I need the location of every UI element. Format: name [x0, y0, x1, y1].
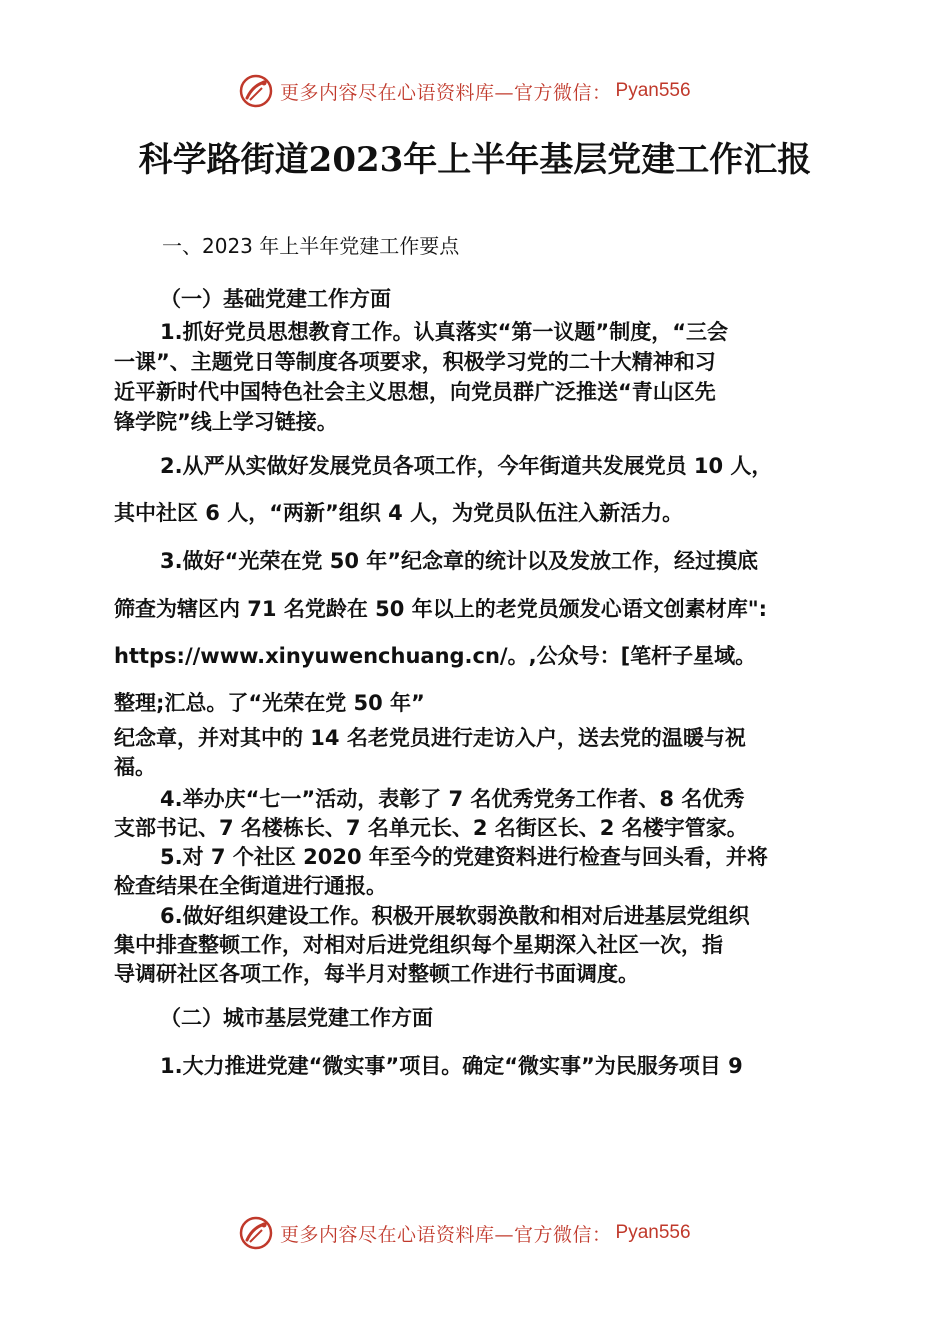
- paragraph-line: 整理;汇总。了“光荣在党 50 年”: [114, 691, 425, 715]
- paragraph-line: 其中社区 6 人，“两新”组织 4 人，为党员队伍注入新活力。: [114, 501, 684, 525]
- paragraph-line: 5.对 7 个社区 2020 年至今的党建资料进行检查与回头看，并将: [160, 845, 768, 869]
- paragraph-line: 导调研社区各项工作，每半月对整顿工作进行书面调度。: [114, 962, 639, 986]
- paragraph-line: 筛查为辖区内 71 名党龄在 50 年以上的老党员颁发心语文创素材库":: [114, 597, 768, 621]
- paragraph-line: 近平新时代中国特色社会主义思想，向党员群广泛推送“青山区先: [114, 380, 716, 404]
- document-title: 科学路街道2023年上半年基层党建工作汇报: [138, 140, 812, 180]
- paragraph-line: 2.从严从实做好发展党员各项工作，今年街道共发展党员 10 人，: [160, 454, 773, 478]
- paragraph-line: 1.抓好党员思想教育工作。认真落实“第一议题”制度，“三会: [160, 320, 728, 344]
- paragraph-line: 纪念章，并对其中的 14 名老党员进行走访入户，送去党的温暖与祝: [114, 726, 746, 750]
- paragraph-line: 福。: [114, 755, 156, 779]
- watermark-wechat-id: Pyan556: [615, 80, 691, 101]
- paragraph-line: 一课”、主题党日等制度各项要求，积极学习党的二十大精神和习: [114, 350, 716, 374]
- section-heading: 一、2023 年上半年党建工作要点: [162, 234, 460, 258]
- subsection-heading: （二）城市基层党建工作方面: [160, 1006, 433, 1030]
- paragraph-line: 集中排查整顿工作，对相对后进党组织每个星期深入社区一次，指: [114, 933, 723, 957]
- watermark-text: 更多内容尽在心语资料库—官方微信：: [280, 1223, 612, 1246]
- paragraph-line: 3.做好“光荣在党 50 年”纪念章的统计以及发放工作，经过摸底: [160, 549, 759, 573]
- paragraph-line: 检查结果在全街道进行通报。: [114, 874, 387, 898]
- paragraph-line: 6.做好组织建设工作。积极开展软弱涣散和相对后进基层党组织: [160, 904, 750, 928]
- watermark-text: 更多内容尽在心语资料库—官方微信：: [280, 81, 612, 104]
- subsection-heading: （一）基础党建工作方面: [160, 287, 391, 311]
- paragraph-line: 锋学院”线上学习链接。: [114, 410, 338, 434]
- paragraph-line: https://www.xinyuwenchuang.cn/。,公众号：[笔杆子星域。: [114, 644, 757, 668]
- paragraph-line: 支部书记、7 名楼栋长、7 名单元长、2 名街区长、2 名楼宇管家。: [114, 816, 748, 840]
- brush-logo-icon: [238, 1215, 274, 1251]
- watermark-banner-bottom: [238, 1213, 691, 1253]
- paragraph-line: 4.举办庆“七一”活动，表彰了 7 名优秀党务工作者、8 名优秀: [160, 787, 745, 811]
- paragraph-line: 1.大力推进党建“微实事”项目。确定“微实事”为民服务项目 9: [160, 1054, 743, 1078]
- brush-logo-icon: [238, 73, 274, 109]
- watermark-banner-top: [238, 71, 691, 111]
- watermark-wechat-id: Pyan556: [615, 1222, 691, 1243]
